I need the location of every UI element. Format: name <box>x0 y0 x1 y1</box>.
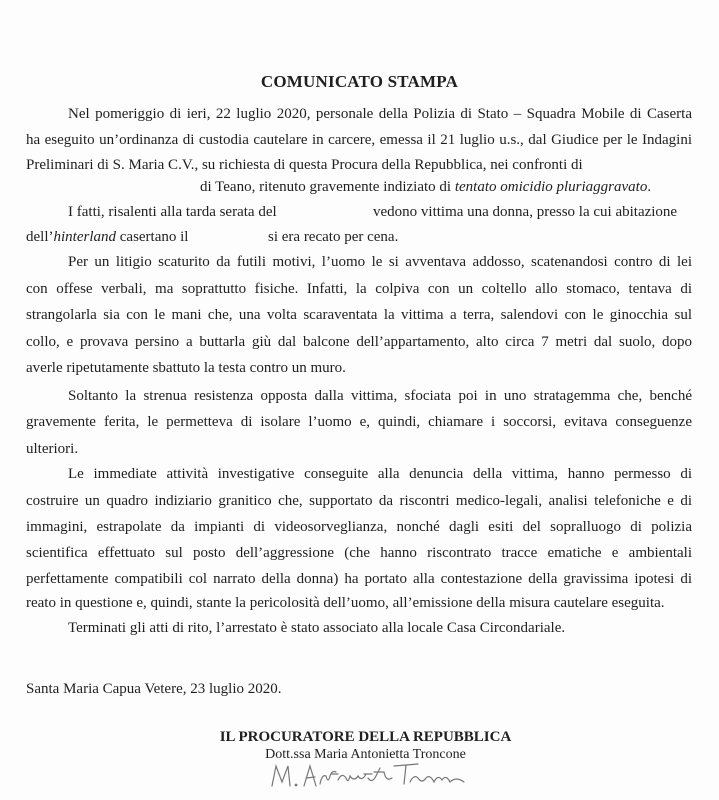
text: casertano il <box>116 229 189 245</box>
handwritten-signature <box>268 760 488 790</box>
text-line: Preliminari di S. Maria C.V., su richiesta di questa Procura della Repubblica, nei confronti di <box>26 157 583 173</box>
document-title: COMUNICATO STAMPA <box>260 72 459 91</box>
text: vedono vittima una donna, presso la cui abitazione <box>373 204 678 220</box>
italic-text: hinterland <box>53 229 116 245</box>
text-line: gravemente ferita, le permetteva di isolare l’uomo e, quindi, chiamare i soccorsi, evitava conseguenze <box>26 414 692 430</box>
text-line: ha eseguito un’ordinanza di custodia cautelare in carcere, emessa il 21 luglio u.s., dal Giudice per le Indagini <box>26 132 692 148</box>
text-line: ulteriori. <box>26 441 79 457</box>
text-line: averle ripetutamente sbattuto la testa contro un muro. <box>26 360 346 376</box>
text: di Teano, ritenuto gravemente indiziato di <box>200 179 455 195</box>
text-line <box>200 177 692 197</box>
text: . <box>647 179 652 195</box>
signatory-office: IL PROCURATORE DELLA REPUBBLICA <box>219 729 512 745</box>
signatory-name: Dott.ssa Maria Antonietta Troncone <box>265 747 466 762</box>
text-line: strangolarla sia con le mani che, una volta scaraventata la vittima a terra, salendovi con le ginocchia sul <box>26 307 692 323</box>
text-line: Soltanto la strenua resistenza opposta dalla vittima, sfociata poi in uno stratagemma che, benché <box>68 388 692 404</box>
text-line: scientifica effettuato sul posto dell’aggressione (che hanno riscontrato tracce ematiche e ambientali <box>26 545 692 561</box>
text-line: Nel pomeriggio di ieri, 22 luglio 2020, personale della Polizia di Stato – Squadra Mobile di Caserta <box>68 106 692 122</box>
text-line: costruire un quadro indiziario granitico che, supportato da riscontri medico-legali, analisi telefoniche e di <box>26 493 692 509</box>
text <box>26 227 188 247</box>
text-line: con offese verbali, ma soprattutto fisiche. Infatti, la colpiva con un coltello allo stomaco, tentava di <box>26 281 692 297</box>
place-date: Santa Maria Capua Vetere, 23 luglio 2020. <box>26 681 282 697</box>
paragraph-6: Terminati gli atti di rito, l’arrestato è stato associato alla locale Casa Circondariale. <box>68 620 566 636</box>
text-line: Per un litigio scaturito da futili motivi, l’uomo le si avventava addosso, scatenandosi contro di lei <box>68 254 692 270</box>
text-line: immagini, estrapolate da impianti di videosorveglianza, nonché dagli esiti del sopralluogo di polizia <box>26 519 692 535</box>
text-line: perfettamente compatibili col narrato della donna) ha portato alla contestazione della gravissima ipotesi di <box>26 571 692 587</box>
text-line: reato in questione e, quindi, stante la pericolosità dell’uomo, all’emissione della misura cautelare eseguita. <box>26 595 665 611</box>
text: dell’ <box>26 229 54 245</box>
text-line: collo, e provava persino a buttarla giù dal balcone dell’appartamento, alto circa 7 metri dal suolo, dopo <box>26 334 692 350</box>
text: I fatti, risalenti alla tarda serata del <box>68 204 277 220</box>
text-line: Le immediate attività investigative conseguite alla denuncia della vittima, hanno permesso di <box>68 466 692 482</box>
text: si era recato per cena. <box>268 229 399 245</box>
italic-text: tentato omicidio pluriaggravato <box>454 179 648 195</box>
